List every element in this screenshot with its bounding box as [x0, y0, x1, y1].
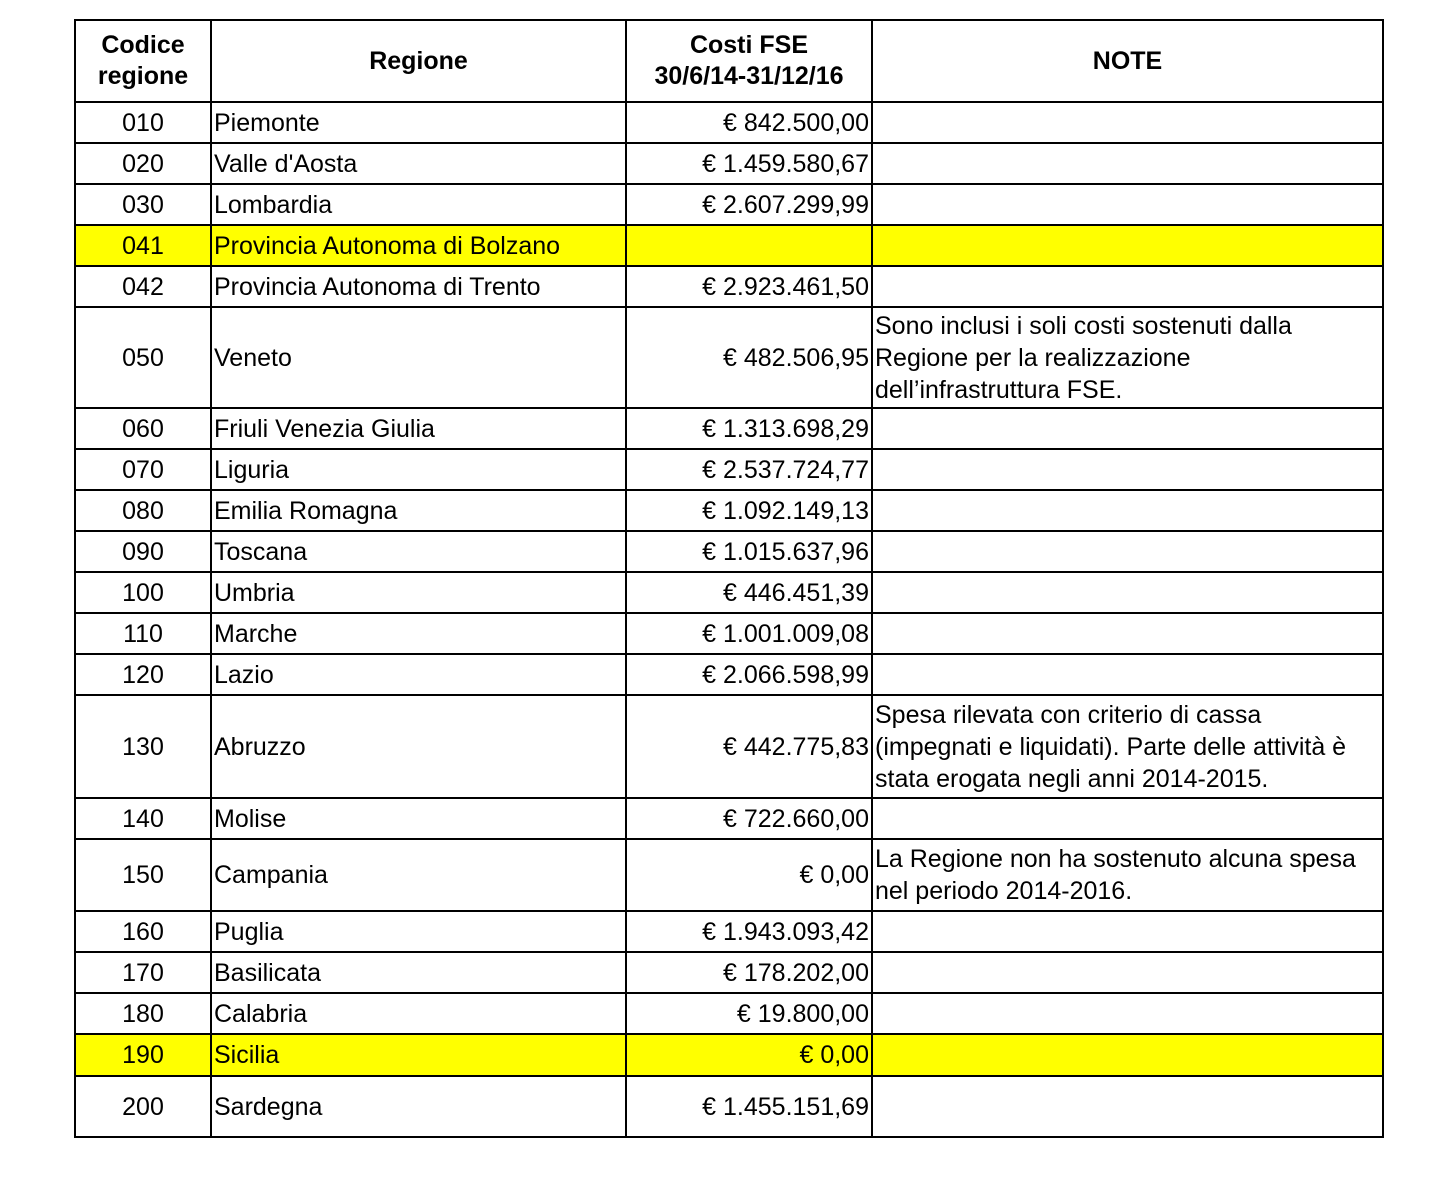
table-row: [75, 266, 1383, 307]
cell-code: 160: [75, 911, 211, 952]
table-row: [75, 184, 1383, 225]
cell-note: [872, 184, 1383, 225]
cell-region: Molise: [211, 798, 626, 839]
cell-note: [872, 1076, 1383, 1137]
cell-cost: [626, 225, 872, 266]
cell-region: Piemonte: [211, 102, 626, 143]
table-row: [75, 102, 1383, 143]
cell-note: [872, 449, 1383, 490]
cell-note: [872, 143, 1383, 184]
cell-cost: € 1.943.093,42: [626, 911, 872, 952]
header-cost: Costi FSE 30/6/14-31/12/16: [626, 20, 872, 102]
table-row: [75, 449, 1383, 490]
cell-note: [872, 531, 1383, 572]
cell-cost: € 442.775,83: [626, 695, 872, 798]
cell-cost: € 2.923.461,50: [626, 266, 872, 307]
cell-code: 010: [75, 102, 211, 143]
table-row: [75, 798, 1383, 839]
cell-code: 130: [75, 695, 211, 798]
cell-note: La Regione non ha sostenuto alcuna spesa nel periodo 2014-2016.: [872, 839, 1383, 911]
cell-cost: € 1.459.580,67: [626, 143, 872, 184]
cell-note: [872, 911, 1383, 952]
cell-cost: € 1.001.009,08: [626, 613, 872, 654]
table-row: [75, 952, 1383, 993]
cell-code: 090: [75, 531, 211, 572]
cell-note: [872, 266, 1383, 307]
cell-region: Basilicata: [211, 952, 626, 993]
table-row: [75, 993, 1383, 1034]
cell-cost: € 842.500,00: [626, 102, 872, 143]
cell-cost: € 1.313.698,29: [626, 408, 872, 449]
cell-note: Spesa rilevata con criterio di cassa (impegnati e liquidati). Parte delle attività è stata erogata negli anni 2014-2015.: [872, 695, 1383, 798]
table-row: [75, 911, 1383, 952]
cell-code: 140: [75, 798, 211, 839]
table-row: [75, 1076, 1383, 1137]
cell-code: 120: [75, 654, 211, 695]
table-row: [75, 490, 1383, 531]
cell-region: Valle d'Aosta: [211, 143, 626, 184]
cell-cost: € 178.202,00: [626, 952, 872, 993]
cell-region: Friuli Venezia Giulia: [211, 408, 626, 449]
table-row: [75, 531, 1383, 572]
cell-region: Provincia Autonoma di Bolzano: [211, 225, 626, 266]
cell-cost: € 19.800,00: [626, 993, 872, 1034]
cell-cost: € 0,00: [626, 1034, 872, 1076]
cell-code: 080: [75, 490, 211, 531]
cell-code: 100: [75, 572, 211, 613]
cell-region: Veneto: [211, 307, 626, 408]
cell-cost: € 2.537.724,77: [626, 449, 872, 490]
table-row: [75, 572, 1383, 613]
cell-cost: € 2.066.598,99: [626, 654, 872, 695]
cell-code: 030: [75, 184, 211, 225]
cell-note: [872, 952, 1383, 993]
table-row: [75, 695, 1383, 798]
header-region: Regione: [211, 20, 626, 102]
cell-region: Liguria: [211, 449, 626, 490]
table-row: [75, 408, 1383, 449]
cell-note: Sono inclusi i soli costi sostenuti dalla Regione per la realizzazione dell’infrastruttura FSE.: [872, 307, 1383, 408]
table-row: [75, 654, 1383, 695]
cell-region: Emilia Romagna: [211, 490, 626, 531]
table-row: [75, 1034, 1383, 1076]
cell-region: Lombardia: [211, 184, 626, 225]
cell-region: Abruzzo: [211, 695, 626, 798]
cell-region: Campania: [211, 839, 626, 911]
cell-note: [872, 572, 1383, 613]
cell-cost: € 482.506,95: [626, 307, 872, 408]
cell-cost: € 1.092.149,13: [626, 490, 872, 531]
cell-code: 041: [75, 225, 211, 266]
cell-code: 042: [75, 266, 211, 307]
header-row: [75, 20, 1383, 102]
cell-code: 170: [75, 952, 211, 993]
cell-note: [872, 102, 1383, 143]
cell-code: 060: [75, 408, 211, 449]
cell-region: Provincia Autonoma di Trento: [211, 266, 626, 307]
cell-cost: € 446.451,39: [626, 572, 872, 613]
cell-region: Sardegna: [211, 1076, 626, 1137]
cell-cost: € 0,00: [626, 839, 872, 911]
header-code: Codice regione: [75, 20, 211, 102]
cell-note: [872, 408, 1383, 449]
cell-code: 180: [75, 993, 211, 1034]
cell-code: 050: [75, 307, 211, 408]
cell-region: Puglia: [211, 911, 626, 952]
cell-code: 200: [75, 1076, 211, 1137]
cell-code: 110: [75, 613, 211, 654]
cell-cost: € 2.607.299,99: [626, 184, 872, 225]
cell-region: Umbria: [211, 572, 626, 613]
cell-note: [872, 490, 1383, 531]
costs-table: [74, 19, 1384, 1138]
cell-note: [872, 225, 1383, 266]
cell-cost: € 1.015.637,96: [626, 531, 872, 572]
cell-cost: € 722.660,00: [626, 798, 872, 839]
header-note: NOTE: [872, 20, 1383, 102]
table-row: [75, 225, 1383, 266]
cell-code: 070: [75, 449, 211, 490]
cell-region: Marche: [211, 613, 626, 654]
table-row: [75, 613, 1383, 654]
cell-note: [872, 1034, 1383, 1076]
table-row: [75, 307, 1383, 408]
cell-note: [872, 654, 1383, 695]
cell-note: [872, 798, 1383, 839]
cell-cost: € 1.455.151,69: [626, 1076, 872, 1137]
cell-code: 150: [75, 839, 211, 911]
table-row: [75, 839, 1383, 911]
cell-code: 020: [75, 143, 211, 184]
cell-region: Lazio: [211, 654, 626, 695]
table-row: [75, 143, 1383, 184]
cell-region: Calabria: [211, 993, 626, 1034]
cell-region: Toscana: [211, 531, 626, 572]
cell-note: [872, 613, 1383, 654]
cell-code: 190: [75, 1034, 211, 1076]
cell-note: [872, 993, 1383, 1034]
cell-region: Sicilia: [211, 1034, 626, 1076]
